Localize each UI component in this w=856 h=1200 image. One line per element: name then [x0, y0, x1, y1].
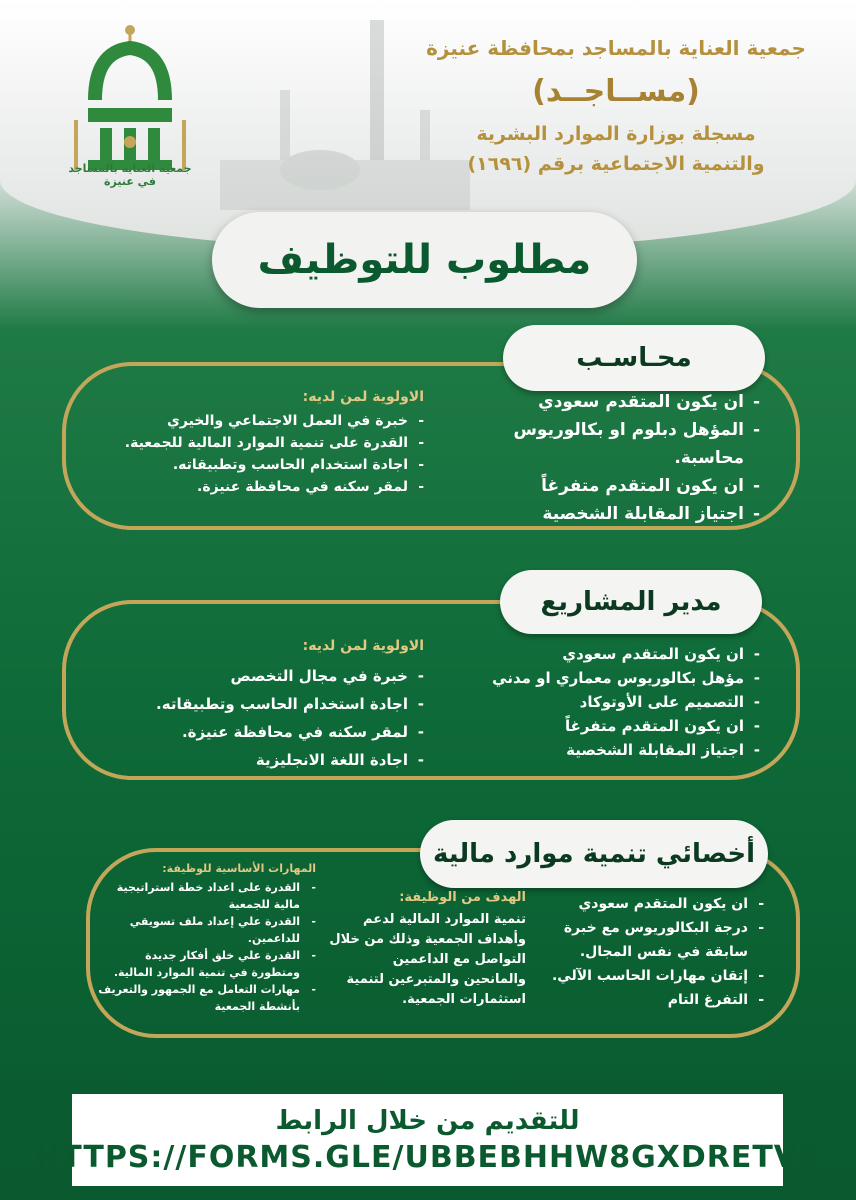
requirement-item: - ان يكون المتقدم متفرغاً — [430, 714, 760, 738]
logo-caption: جمعية العناية بالمساجد في عنيزة — [68, 162, 192, 188]
requirement-item: - اجتياز المقابلة الشخصية — [430, 738, 760, 762]
registration-line-1: مسجلة بوزارة الموارد البشرية — [476, 123, 756, 145]
requirement-item: - التفرغ التام — [534, 988, 764, 1012]
requirement-item: - المؤهل دبلوم او بكالوريوس محاسبة. — [440, 416, 760, 472]
priority-item: - اجادة اللغة الانجليزية — [94, 746, 424, 774]
priority-item: - خبرة في العمل الاجتماعي والخيري — [94, 410, 424, 432]
requirement-item: - ان يكون المتقدم سعودي — [534, 892, 764, 916]
requirement-item: - اجتياز المقابلة الشخصية — [440, 500, 760, 528]
skill-item: - القدرة علي إعداد ملف تسويقي للداعمين. — [96, 913, 316, 947]
requirement-item: - التصميم على الأوتوكاد — [430, 690, 760, 714]
brand-name: (مســاجــد) — [532, 74, 700, 109]
requirement-item: - مؤهل بكالوريوس معماري او مدني — [430, 666, 760, 690]
org-name: جمعية العناية بالمساجد بمحافظة عنيزة — [426, 36, 806, 60]
requirements-financial-resources — [534, 892, 764, 1012]
requirement-item: - درجة البكالوريوس مع خبرة سابقة في نفس المجال. — [534, 916, 764, 964]
page-title: مطلوب للتوظيف — [257, 237, 592, 283]
skill-item: - القدرة علي خلق أفكار جديدة ومتطورة في تنمية الموارد المالية. — [96, 947, 316, 981]
page-title-pill — [212, 212, 637, 308]
priority-item: - لمقر سكنه في محافظة عنيزة. — [94, 476, 424, 498]
requirement-item: - إتقان مهارات الحاسب الآلي. — [534, 964, 764, 988]
apply-box — [35, 1094, 820, 1186]
job-title-pill-financial-resources — [420, 820, 768, 888]
goal-text: تنمية الموارد المالية لدعم وأهداف الجمعية وذلك من خلال التواصل مع الداعمين والمانحين والمتبرعين لتنمية استثمارات الجمعية. — [329, 912, 526, 1007]
job-title: مدير المشاريع — [540, 587, 722, 617]
job-title-pill-projects-manager — [500, 570, 762, 634]
job-title: محـاسـب — [576, 343, 692, 373]
registration-line-2: والتنمية الاجتماعية برقم (١٦٩٦) — [467, 153, 765, 175]
requirements-accountant — [440, 388, 760, 528]
job-title-pill-accountant — [503, 325, 765, 391]
job-title: أخصائي تنمية موارد مالية — [432, 839, 756, 869]
apply-link[interactable]: HTTPS://FORMS.GLE/UBBEBHHW8GXDRETV8 — [35, 1139, 820, 1175]
priority-title: الاولوية لمن لديه: — [302, 389, 424, 405]
requirements-projects-manager — [430, 642, 760, 762]
priority-title: الاولوية لمن لديه: — [302, 638, 424, 654]
goal-title: الهدف من الوظيفة: — [399, 890, 526, 905]
priority-projects-manager — [94, 632, 424, 774]
goal-financial-resources — [326, 888, 526, 1010]
requirement-item: - ان يكون المتقدم متفرغاً — [440, 472, 760, 500]
skill-item: - مهارات التعامل مع الجمهور والتعريف بأنشطة الجمعية — [96, 981, 316, 1015]
organization-header — [416, 36, 816, 179]
priority-item: - اجادة استخدام الحاسب وتطبيقاته. — [94, 690, 424, 718]
skills-title: المهارات الأساسية للوظيفة: — [162, 862, 316, 875]
skills-financial-resources — [96, 860, 316, 1015]
priority-accountant — [94, 386, 424, 498]
requirement-item: - ان يكون المتقدم سعودي — [440, 388, 760, 416]
skill-item: - القدرة على اعداد خطة استراتيجية مالية للجمعية — [96, 879, 316, 913]
apply-label: للتقديم من خلال الرابط — [275, 1105, 580, 1136]
priority-item: - خبرة في مجال التخصص — [94, 662, 424, 690]
priority-item: - اجادة استخدام الحاسب وتطبيقاته. — [94, 454, 424, 476]
priority-item: - لمقر سكنه في محافظة عنيزة. — [94, 718, 424, 746]
priority-item: - القدرة على تنمية الموارد المالية للجمعية. — [94, 432, 424, 454]
requirement-item: - ان يكون المتقدم سعودي — [430, 642, 760, 666]
